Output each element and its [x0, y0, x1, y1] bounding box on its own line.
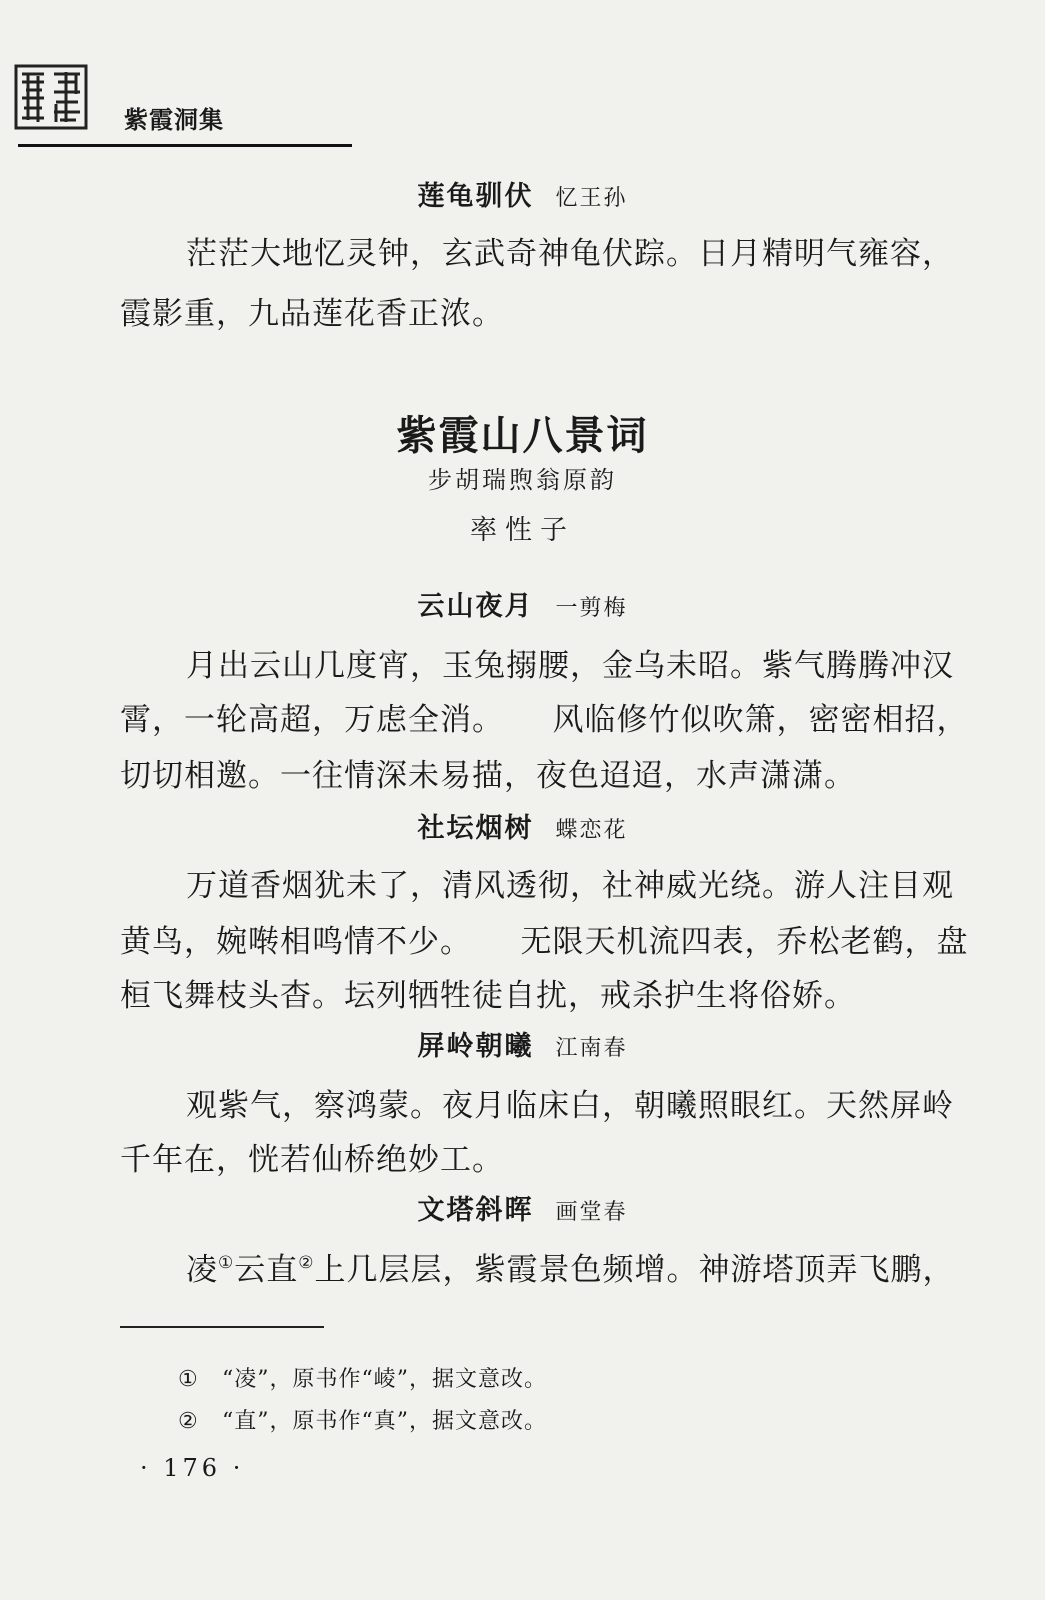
seal-stamp-icon	[14, 64, 88, 130]
poem-line: 桓飞舞枝头杳。坛列牺牲徒自扰，戒杀护生将俗娇。	[120, 978, 856, 1014]
footnote-mark: ②	[178, 1409, 199, 1434]
poem-heading	[0, 584, 1045, 623]
footnote	[178, 1404, 547, 1435]
line-text: 凌	[186, 1252, 218, 1288]
poem-line: 切切相邀。一往情深未易描，夜色迢迢，水声潇潇。	[120, 758, 856, 794]
poem-line: 黄鸟，婉啭相鸣情不少。 无限天机流四表，乔松老鹤，盘	[120, 924, 969, 960]
poem-line: 万道香烟犹未了，清风透彻，社神威光绕。游人注目观	[186, 868, 954, 904]
footnote-ref[interactable]: ②	[298, 1253, 315, 1273]
poem-title: 云山夜月	[417, 591, 534, 622]
header-rule	[18, 144, 352, 147]
footnote	[178, 1362, 547, 1393]
poem-heading	[0, 1188, 1045, 1227]
poem-title: 屏岭朝曦	[417, 1031, 534, 1062]
poem-title: 社坛烟树	[417, 813, 534, 844]
poem-line	[186, 1244, 1026, 1289]
tune-name: 江南春	[555, 1036, 628, 1061]
footnote-text: “凌”，原书作“崚”，据文意改。	[222, 1367, 547, 1392]
poem-line: 霞影重，九品莲花香正浓。	[120, 296, 504, 332]
section-author: 率性子	[470, 515, 575, 546]
page-number: · 176 ·	[140, 1454, 245, 1482]
footnote-rule	[120, 1326, 324, 1328]
section-subtitle: 步胡瑞煦翁原韵	[428, 466, 617, 494]
tune-name: 忆王孙	[555, 186, 628, 211]
section-title: 紫霞山八景词	[396, 412, 649, 459]
poem-heading	[0, 1024, 1045, 1063]
poem-line: 千年在，恍若仙桥绝妙工。	[120, 1142, 504, 1178]
footnote-mark: ①	[178, 1367, 199, 1392]
footnote-ref[interactable]: ①	[218, 1253, 235, 1273]
running-header-title: 紫霞洞集	[124, 106, 224, 134]
poem-title: 文塔斜晖	[417, 1195, 534, 1226]
line-text: 云直	[234, 1252, 299, 1288]
poem-line: 茫茫大地忆灵钟，玄武奇神龟伏踪。日月精明气雍容，	[186, 236, 954, 272]
footnote-text: “直”，原书作“真”，据文意改。	[222, 1409, 547, 1434]
tune-name: 画堂春	[555, 1200, 628, 1225]
line-text: 上几层层，紫霞景色频增。神游塔顶弄飞鹏，	[314, 1252, 955, 1288]
poem-line: 霄，一轮高超，万虑全消。 风临修竹似吹箫，密密相招，	[120, 702, 969, 738]
poem-line: 观紫气，察鸿蒙。夜月临床白，朝曦照眼红。天然屏岭	[186, 1088, 954, 1124]
poem-line: 月出云山几度宵，玉兔搦腰，金乌未昭。紫气腾腾冲汉	[186, 648, 954, 684]
poem-title: 莲龟驯伏	[417, 181, 534, 212]
tune-name: 蝶恋花	[555, 818, 628, 843]
tune-name: 一剪梅	[555, 596, 628, 621]
poem-heading	[0, 174, 1045, 213]
poem-heading	[0, 806, 1045, 845]
